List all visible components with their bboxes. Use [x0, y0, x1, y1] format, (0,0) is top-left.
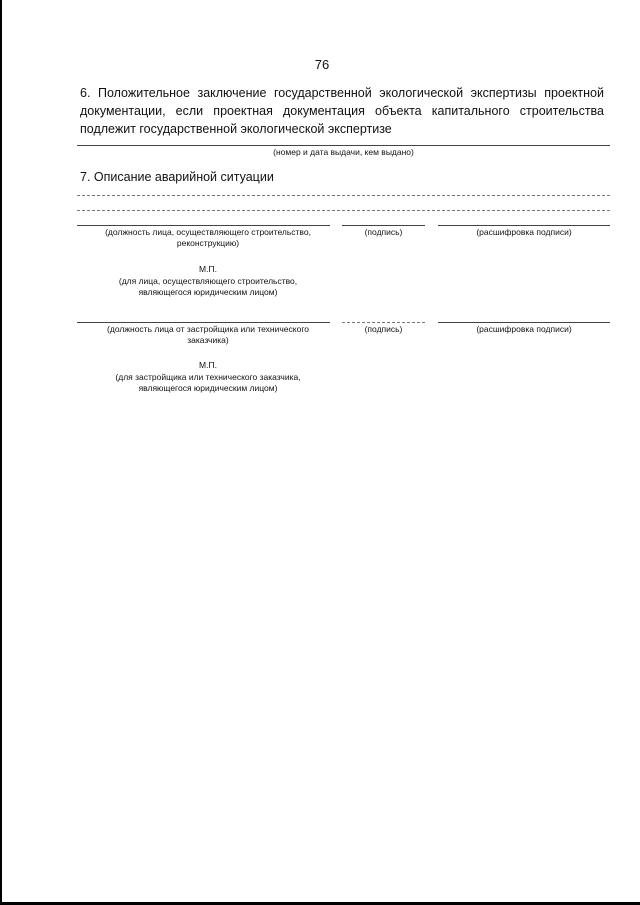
- stamp-caption-2: (для застройщика или технического заказчика, являющегося юридическим лицом): [115, 372, 301, 393]
- decoding-line-1[interactable]: [438, 225, 610, 226]
- section-6-fill-line[interactable]: [77, 145, 610, 146]
- position-caption-2: (должность лица от застройщика или технического заказчика): [107, 324, 309, 345]
- stamp-caption-1: (для лица, осуществляющего строительство, являющегося юридическим лицом): [118, 276, 298, 297]
- stamp-label-1: М.П.: [199, 264, 217, 274]
- signature-caption-1: (подпись): [364, 227, 403, 237]
- stamp-label-2: М.П.: [199, 360, 217, 370]
- position-line-1[interactable]: [77, 225, 330, 226]
- signature-caption-2: (подпись): [364, 324, 403, 334]
- section-6-text: 6. Положительное заключение государственной экологической экспертизы проектной документации, если проектная документация объекта капитального строительства подлежит государственной экологической экспертизе: [80, 86, 604, 136]
- position-line-2[interactable]: [77, 322, 330, 323]
- page-number: 76: [314, 57, 330, 72]
- decoding-caption-2: (расшифровка подписи): [476, 324, 572, 334]
- section-7-fill-line-1[interactable]: [77, 195, 610, 196]
- section-7-fill-line-2[interactable]: [77, 210, 610, 211]
- decoding-line-2[interactable]: [438, 322, 610, 323]
- signature-line-1[interactable]: [342, 225, 425, 226]
- section-6-caption: (номер и дата выдачи, кем выдано): [273, 147, 414, 157]
- section-7-title: 7. Описание аварийной ситуации: [80, 170, 274, 184]
- signature-line-2[interactable]: [342, 322, 425, 323]
- position-caption-1: (должность лица, осуществляющего строительство, реконструкцию): [105, 227, 311, 248]
- decoding-caption-1: (расшифровка подписи): [476, 227, 572, 237]
